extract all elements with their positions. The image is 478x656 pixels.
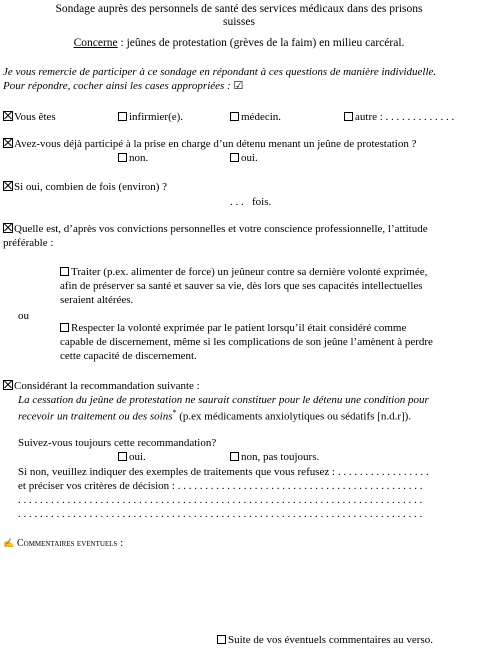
checkbox-icon[interactable]	[118, 153, 127, 162]
crossed-box-icon	[3, 380, 13, 390]
question-label: Vous êtes	[14, 111, 56, 123]
option-respect[interactable]: Respecter la volonté exprimée par le patient lorsqu’il était considéré comme	[60, 322, 406, 334]
question-attitude	[3, 223, 428, 235]
option-infirmier[interactable]: infirmier(e).	[118, 111, 183, 123]
checkbox-icon[interactable]	[217, 635, 226, 644]
crossed-box-icon	[3, 181, 13, 191]
intro-line2	[3, 79, 243, 92]
option-non[interactable]: non.	[118, 152, 148, 164]
crossed-box-icon	[3, 223, 13, 233]
survey-title-line1: Sondage auprès des personnels de santé des services médicaux dans des prisons	[55, 3, 423, 15]
subject-line	[0, 37, 478, 50]
footnote-mark: *	[172, 408, 177, 417]
decision-criteria-field[interactable]: et préciser vos critères de décision : . . . . . . . . . . . . . . . . . . . . . . . . . . . . . . . . . . . . . . . . . . . . .	[18, 480, 423, 492]
question-label: Avez-vous déjà participé à la prise en charge d’un détenu menant un jeûne de protestation ?	[14, 138, 417, 150]
question-label: Si oui, combien de fois (environ) ?	[14, 181, 168, 193]
checkbox-icon[interactable]	[60, 323, 69, 332]
option-autre[interactable]: autre : . . . . . . . . . . . . .	[344, 111, 454, 123]
recommendation-quote-line1: La cessation du jeûne de protestation ne saurait constituer pour le détenu une condition pour	[18, 394, 429, 406]
or-separator: ou	[18, 310, 29, 322]
question-count	[3, 181, 167, 193]
comments-label: Commentaires eventuels	[16, 538, 118, 549]
count-answer-field[interactable]: . . . fois.	[230, 196, 272, 208]
option-follow-non[interactable]: non, pas toujours.	[230, 451, 319, 463]
checkbox-icon[interactable]	[344, 112, 353, 121]
intro-line1: Je vous remercie de participer à ce sondage en répondant à ces questions de manière individuelle.	[3, 66, 437, 78]
checkbox-icon[interactable]	[118, 452, 127, 461]
writing-hand-icon: ✍	[3, 538, 15, 548]
dotted-answer-line-2[interactable]: . . . . . . . . . . . . . . . . . . . . . . . . . . . . . . . . . . . . . . . . . . . . . . . . . . . . . . . . . . . . . . . . . . . . . . . . . .	[18, 508, 423, 520]
refused-treatments-field[interactable]: Si non, veuillez indiquer des exemples de traitements que vous refusez : . . . . . . . . . . . . . . . . .	[18, 466, 429, 478]
option-treat-line3: seraient altérées.	[60, 294, 134, 306]
question-attitude-line2: préférable :	[3, 237, 54, 249]
checkbox-icon[interactable]	[230, 452, 239, 461]
option-follow-oui[interactable]: oui.	[118, 451, 146, 463]
survey-title-line2: suisses	[223, 16, 255, 28]
option-respect-line2: capable de discernement, même si les complications de son jeûne l’amènent à perdre	[60, 336, 433, 348]
subject-label: Concerne	[73, 37, 118, 49]
intro-instruction: Pour répondre, cocher ainsi les cases appropriées :	[3, 80, 231, 92]
dotted-answer-line-1[interactable]: . . . . . . . . . . . . . . . . . . . . . . . . . . . . . . . . . . . . . . . . . . . . . . . . . . . . . . . . . . . . . . . . . . . . . . . . . .	[18, 494, 423, 506]
checkbox-icon[interactable]	[230, 112, 239, 121]
checked-box-icon: ☑	[233, 80, 244, 92]
option-oui[interactable]: oui.	[230, 152, 258, 164]
follow-question: Suivez-vous toujours cette recommandation?	[18, 437, 217, 449]
checkbox-icon[interactable]	[118, 112, 127, 121]
question-participation	[3, 138, 416, 150]
checkbox-icon[interactable]	[60, 267, 69, 276]
question-recommendation	[3, 380, 200, 392]
checkbox-icon[interactable]	[230, 153, 239, 162]
crossed-box-icon	[3, 138, 13, 148]
crossed-box-icon	[3, 111, 13, 121]
question-label: Considérant la recommandation suivante :	[14, 380, 200, 392]
comments-heading: ✍ Commentaires eventuels :	[3, 537, 124, 549]
option-respect-line3: cette capacité de discernement.	[60, 350, 197, 362]
question-profession	[3, 111, 56, 123]
option-treat[interactable]: Traiter (p.ex. alimenter de force) un jeûneur contre sa dernière volonté exprimée,	[60, 266, 427, 278]
option-medecin[interactable]: médecin.	[230, 111, 281, 123]
continue-on-back-option[interactable]: Suite de vos éventuels commentaires au verso.	[217, 634, 433, 646]
subject-text: : jeûnes de protestation (grèves de la faim) en milieu carcéral.	[117, 37, 405, 49]
option-treat-line2: afin de préserver sa santé et sauver sa vie, dès lors que ses capacités intellectuelles	[60, 280, 423, 292]
question-label: Quelle est, d’après vos convictions personnelles et votre conscience professionnelle, l’attitude	[14, 223, 428, 235]
recommendation-quote-line2: recevoir un traitement ou des soins* (p.ex médicaments anxiolytiques ou sédatifs [n.d.r]).	[18, 408, 412, 423]
